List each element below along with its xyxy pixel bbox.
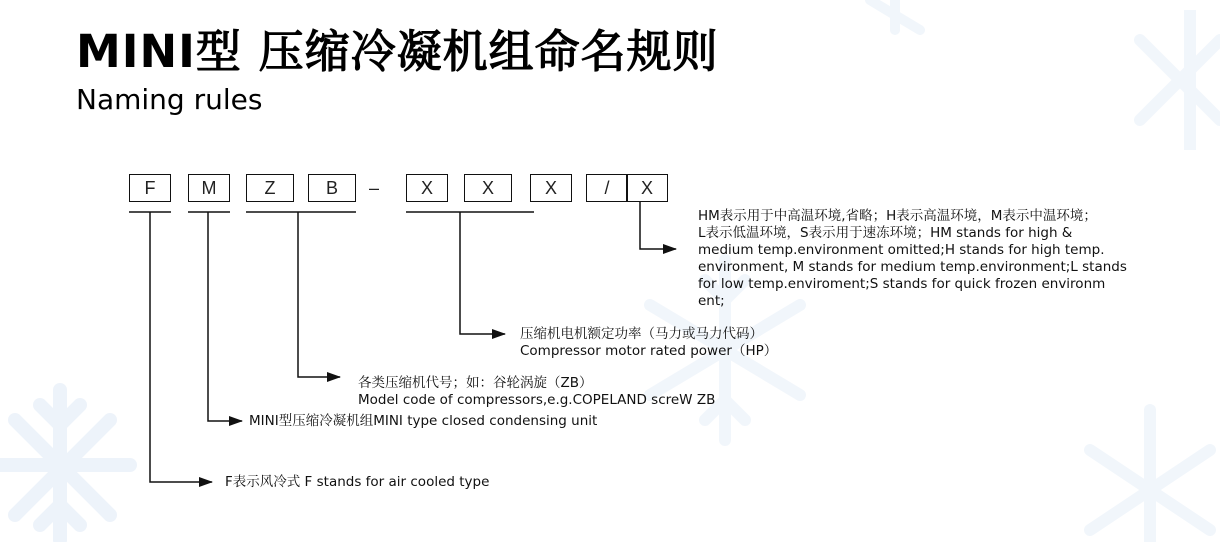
code-box-b: B (308, 174, 356, 202)
code-box-x4: X (626, 174, 668, 202)
code-box-x1: X (406, 174, 448, 202)
condition-line: medium temp.environment omitted;H stands for high temp. (698, 242, 1105, 258)
code-box-m: M (188, 174, 230, 202)
condition-line: HM表示用于中高温环境,省略；H表示高温环境，M表示中温环境； (698, 208, 1097, 224)
connector-compressor (298, 212, 340, 377)
page-subtitle: Naming rules (76, 83, 263, 116)
code-box-x2: X (464, 174, 512, 202)
condition-description (698, 208, 1127, 310)
code-box-f: F (129, 174, 171, 202)
connector-condition (640, 202, 676, 249)
compressor-description (358, 375, 715, 409)
power-line-en: Compressor motor rated power（HP） (520, 343, 778, 359)
power-description (520, 326, 777, 360)
compressor-line-en: Model code of compressors,e.g.COPELAND screW ZB (358, 392, 716, 408)
connector-power (460, 212, 505, 334)
condition-line: L表示低温环境，S表示用于速冻环境；HM stands for high & (698, 225, 1073, 241)
air-cooled-description: F表示风冷式 F stands for air cooled type (225, 474, 490, 490)
connector-air (150, 212, 212, 482)
code-dash: – (368, 177, 379, 198)
power-line-cn: 压缩机电机额定功率（马力或马力代码） (520, 326, 763, 342)
compressor-line-cn: 各类压缩机代号；如：谷轮涡旋（ZB） (358, 375, 593, 391)
code-box-z: Z (246, 174, 294, 202)
mini-description: MINI型压缩冷凝机组MINI type closed condensing unit (249, 413, 598, 429)
connector-mini (208, 212, 242, 421)
code-box-slash: / (586, 174, 628, 202)
condition-line: for low temp.enviroment;S stands for quick frozen environm (698, 276, 1106, 292)
condition-line: environment, M stands for medium temp.environment;L stands (698, 259, 1127, 275)
condition-line: ent; (698, 293, 725, 309)
code-box-x3: X (530, 174, 572, 202)
page-title: MINI型 压缩冷凝机组命名规则 (76, 25, 719, 78)
